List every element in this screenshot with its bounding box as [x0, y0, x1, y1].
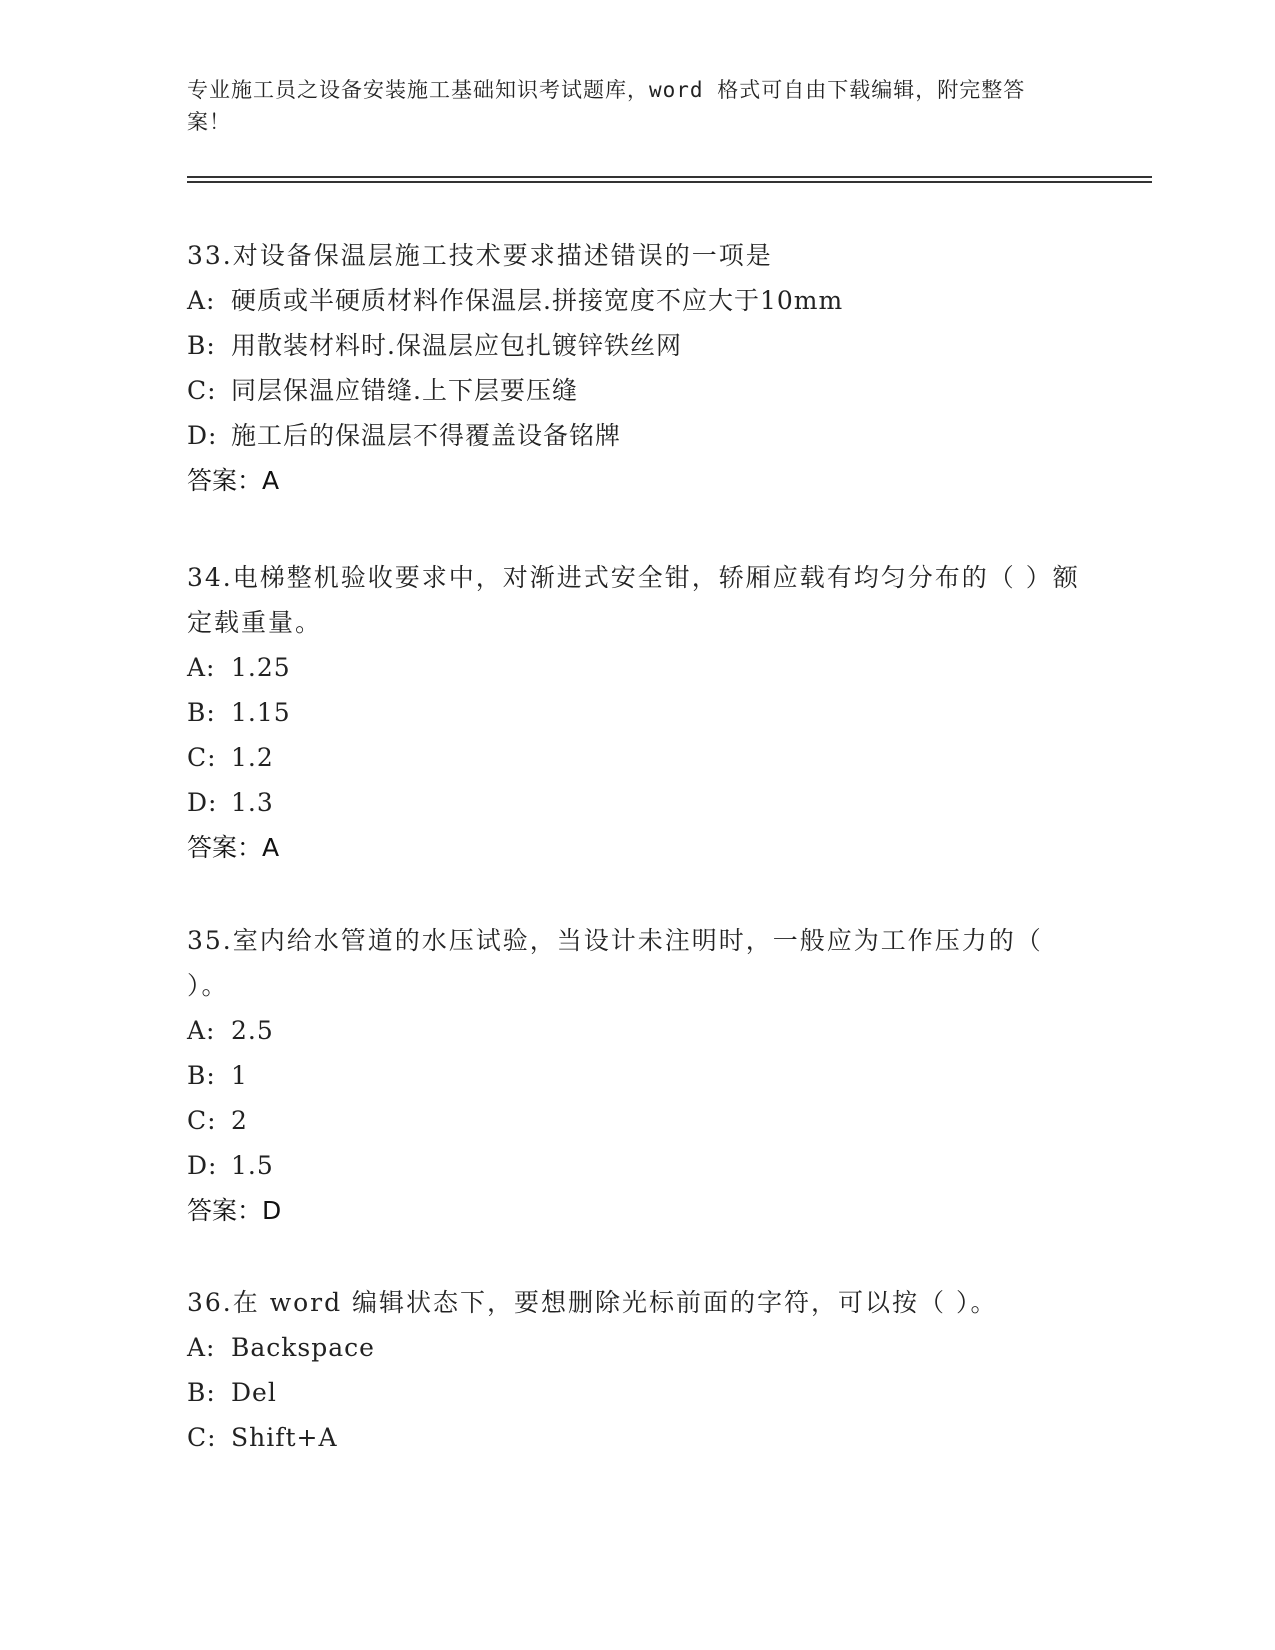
option-d — [187, 1143, 1087, 1188]
option-letter: A: — [187, 653, 216, 682]
option-text: Del — [231, 1378, 277, 1407]
header-divider-line — [187, 176, 1152, 178]
header-divider-line-secondary — [187, 181, 1152, 183]
option-text: 1.15 — [231, 698, 291, 727]
option-letter: D: — [187, 788, 218, 817]
answer-line: 答案：A — [187, 466, 280, 495]
option-text: 1 — [231, 1061, 248, 1090]
option-text: 2.5 — [231, 1016, 274, 1045]
option-a — [187, 645, 1087, 690]
option-a — [187, 278, 1087, 323]
option-a — [187, 1008, 1087, 1053]
option-c — [187, 1098, 1087, 1143]
option-a — [187, 1325, 1087, 1370]
option-text: Shift+A — [231, 1423, 338, 1452]
option-d — [187, 780, 1087, 825]
option-letter: B: — [187, 698, 216, 727]
option-letter: A: — [187, 1016, 216, 1045]
answer-line: 答案：D — [187, 1196, 282, 1225]
option-b — [187, 690, 1087, 735]
option-text: 施工后的保温层不得覆盖设备铭牌 — [231, 421, 622, 450]
question-block — [187, 233, 1087, 503]
question-block — [187, 555, 1087, 870]
question-stem: 35.室内给水管道的水压试验，当设计未注明时，一般应为工作压力的（ ）。 — [187, 926, 1043, 1000]
option-d — [187, 413, 1087, 458]
option-letter: C: — [187, 743, 217, 772]
option-text: 1.2 — [231, 743, 274, 772]
option-letter: A: — [187, 1333, 216, 1362]
option-letter: B: — [187, 331, 216, 360]
document-header: 专业施工员之设备安装施工基础知识考试题库，word 格式可自由下载编辑，附完整答案！ — [187, 78, 1026, 134]
option-letter: C: — [187, 1106, 217, 1135]
question-stem: 36.在 word 编辑状态下，要想删除光标前面的字符，可以按（ ）。 — [187, 1288, 998, 1317]
option-letter: D: — [187, 421, 218, 450]
option-c — [187, 368, 1087, 413]
option-letter: B: — [187, 1378, 216, 1407]
option-text: 1.3 — [231, 788, 274, 817]
option-letter: B: — [187, 1061, 216, 1090]
option-letter: C: — [187, 376, 217, 405]
answer-line: 答案：A — [187, 833, 280, 862]
question-stem: 34.电梯整机验收要求中，对渐进式安全钳，轿厢应载有均匀分布的（ ）额定载重量。 — [187, 563, 1080, 637]
option-b — [187, 1370, 1087, 1415]
option-b — [187, 1053, 1087, 1098]
option-c — [187, 1415, 1087, 1460]
option-text: 用散装材料时.保温层应包扎镀锌铁丝网 — [231, 331, 682, 360]
option-text: 同层保温应错缝.上下层要压缝 — [231, 376, 578, 405]
question-block — [187, 918, 1087, 1233]
option-text: 硬质或半硬质材料作保温层.拼接宽度不应大于10mm — [231, 286, 844, 315]
option-text: 2 — [231, 1106, 248, 1135]
question-block — [187, 1280, 1087, 1460]
question-stem: 33.对设备保温层施工技术要求描述错误的一项是 — [187, 241, 773, 270]
option-letter: D: — [187, 1151, 218, 1180]
option-text: 1.25 — [231, 653, 291, 682]
option-letter: A: — [187, 286, 216, 315]
option-b — [187, 323, 1087, 368]
option-text: Backspace — [231, 1333, 375, 1362]
option-letter: C: — [187, 1423, 217, 1452]
option-c — [187, 735, 1087, 780]
option-text: 1.5 — [231, 1151, 274, 1180]
